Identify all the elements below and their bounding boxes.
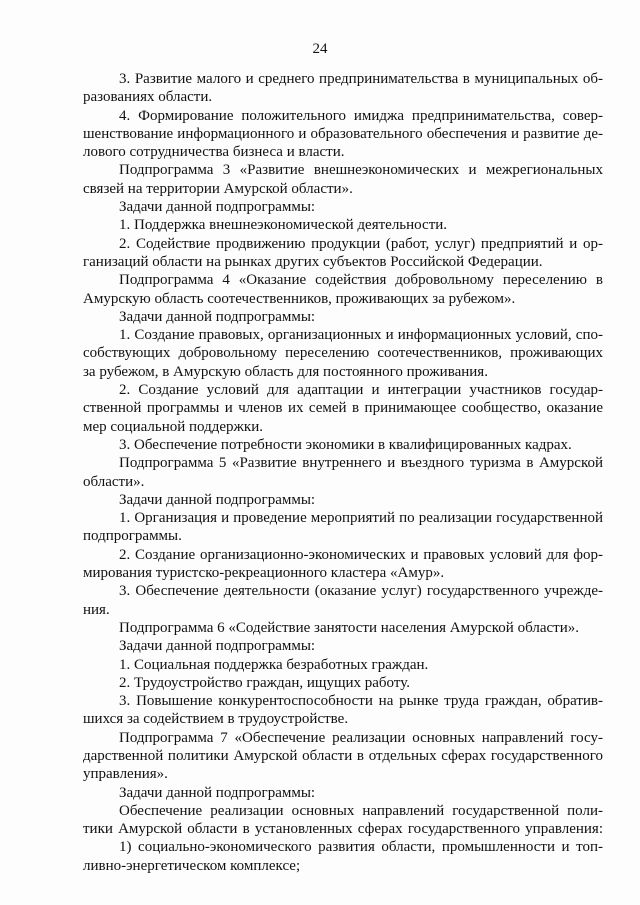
text-line: Подпрограмма 6 «Содействие занятости населения Амурской области». <box>119 619 579 636</box>
text-line: 2. Создание условий для адаптации и интеграции участников государ- <box>119 382 603 399</box>
text-line: 2. Содействие продвижению продукции (работ, услуг) предприятий и ор- <box>119 235 603 252</box>
text-line: 1) социально-экономического развития области, промышленности и топ- <box>119 839 603 856</box>
text-line: 1. Социальная поддержка безработных граждан. <box>119 656 429 673</box>
text-line: шихся за содействием в трудоустройстве. <box>83 711 349 728</box>
text-line: управления». <box>83 766 168 783</box>
text-line: 3. Обеспечение потребности экономики в квалифицированных кадрах. <box>119 436 572 453</box>
text-line: 1. Поддержка внешнеэкономической деятельности. <box>119 217 448 234</box>
text-line: Задачи данной подпрограммы: <box>119 308 316 325</box>
text-line: Обеспечение реализации основных направлений государственной поли- <box>119 802 603 819</box>
text-line: мер социальной поддержки. <box>83 418 263 435</box>
text-line: 2. Трудоустройство граждан, ищущих работу. <box>119 674 410 691</box>
text-line: 3. Обеспечение деятельности (оказание услуг) государственного учрежде- <box>119 583 603 600</box>
text-line: за рубежом, в Амурскую область для постоянного проживания. <box>83 363 488 380</box>
page-number: 24 <box>312 41 328 57</box>
text-line: Задачи данной подпрограммы: <box>119 491 316 508</box>
text-line: связей на территории Амурской области». <box>83 180 353 197</box>
text-line: Задачи данной подпрограммы: <box>119 199 316 216</box>
text-line: Задачи данной подпрограммы: <box>119 784 316 801</box>
text-line: собствующих добровольному переселению соотечественников, проживающих <box>83 345 603 362</box>
text-line: шенствование информационного и образовательного обеспечения и развитие де- <box>83 125 603 142</box>
text-line: ливно-энергетическом комплексе; <box>83 857 301 874</box>
text-line: разованиях области. <box>83 89 213 106</box>
text-line: мирования туристско-рекреационного кластера «Амур». <box>83 565 445 582</box>
text-line: дарственной политики Амурской области в отдельных сферах государственного <box>83 747 603 764</box>
text-line: 1. Организация и проведение мероприятий по реализации государственной <box>119 510 603 527</box>
text-line: Подпрограмма 5 «Развитие внутреннего и въездного туризма в Амурской <box>119 455 603 472</box>
document-body <box>83 70 603 875</box>
text-line: ственной программы и членов их семей в принимающее сообщество, оказание <box>83 400 603 417</box>
text-line: подпрограммы. <box>83 528 182 545</box>
text-line: Задачи данной подпрограммы: <box>119 638 316 655</box>
text-line: 3. Повышение конкурентоспособности на рынке труда граждан, обратив- <box>119 693 603 710</box>
text-line: 4. Формирование положительного имиджа предпринимательства, совер- <box>119 107 603 124</box>
text-line: 1. Создание правовых, организационных и информационных условий, спо- <box>119 327 603 344</box>
text-line: 2. Создание организационно-экономических и правовых условий для фор- <box>119 546 603 563</box>
text-line: области». <box>83 473 145 490</box>
text-line: Амурскую область соотечественников, проживающих за рубежом». <box>83 290 516 307</box>
text-line: Подпрограмма 3 «Развитие внешнеэкономических и межрегиональных <box>119 162 603 179</box>
text-line: лового сотрудничества бизнеса и власти. <box>83 144 345 161</box>
text-line: 3. Развитие малого и среднего предпринимательства в муниципальных об- <box>119 71 603 87</box>
text-line: Подпрограмма 7 «Обеспечение реализации основных направлений госу- <box>119 729 603 746</box>
text-line: ганизаций области на рынках других субъектов Российской Федерации. <box>83 253 543 270</box>
text-line: тики Амурской области в установленных сферах государственного управления: <box>83 821 603 838</box>
text-line: ния. <box>83 601 110 618</box>
text-line: Подпрограмма 4 «Оказание содействия добровольному переселению в <box>119 272 603 289</box>
